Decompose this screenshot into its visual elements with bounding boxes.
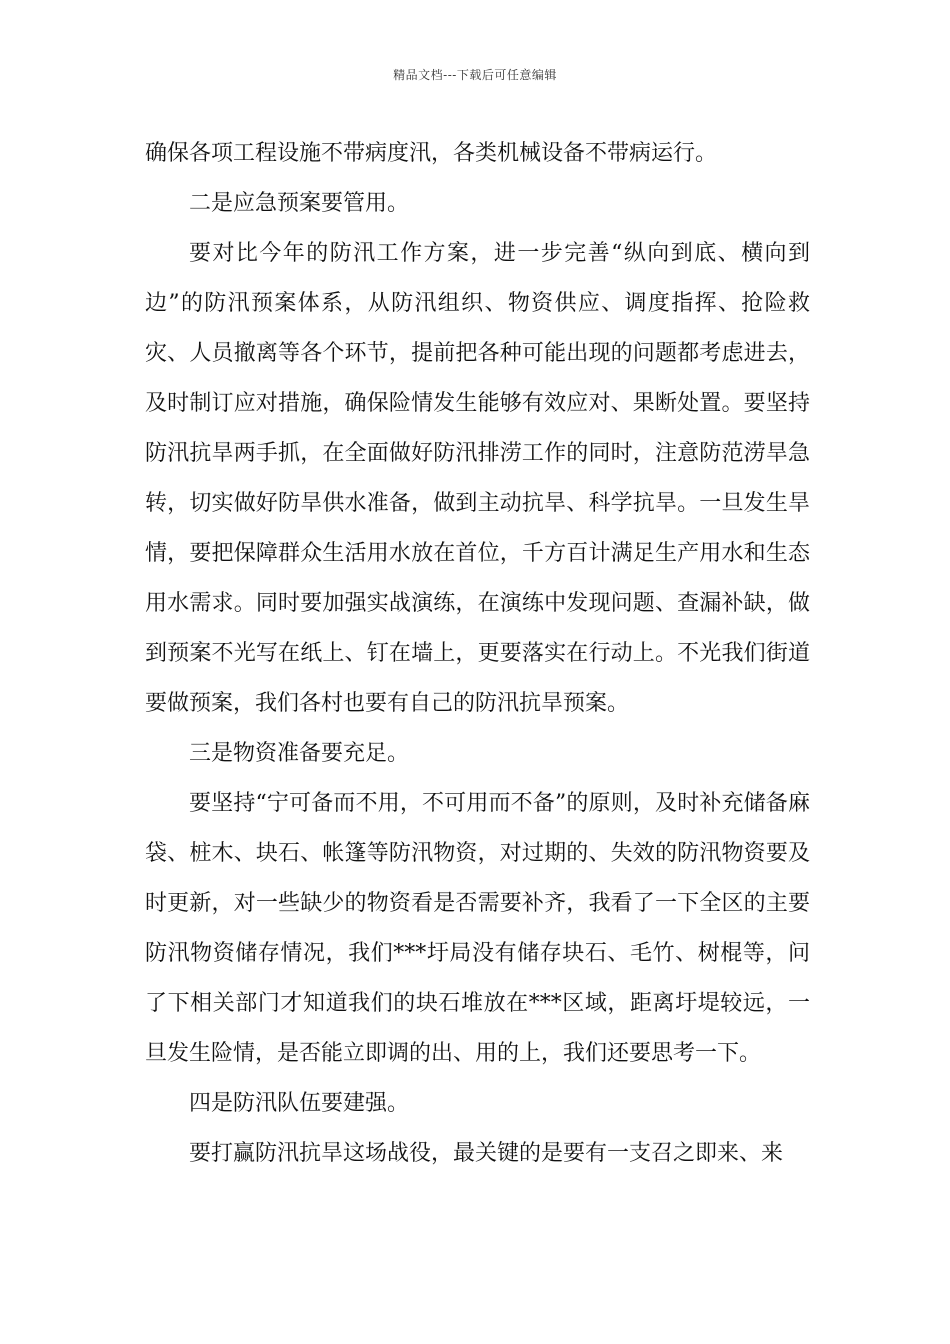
section-heading-3: 三是物资准备要充足。 [189,741,410,766]
section-heading-2: 二是应急预案要管用。 [189,191,410,216]
paragraph-materials: 要坚持“宁可备而不用，不可用而不备”的原则，及时补充储备麻袋、桩木、块石、帐篷等防汛物资，对过期的、失效的防汛物资要及时更新，对一些缺少的物资看是否需要补齐，我看了一下全区的主要防汛物资储存情况，我们***圩局没有储存块石、毛竹、树棍等，问了下相关部门才知道我们的块石堆放在***区域，距离圩堤较远，一旦发生险情，是否能立即调的出、用的上，我们还要思考一下。 [145,791,810,1066]
paragraph-emergency-plan: 要对比今年的防汛工作方案，进一步完善“纵向到底、横向到边”的防汛预案体系，从防汛组织、物资供应、调度指挥、抢险救灾、人员撤离等各个环节，提前把各种可能出现的问题都考虑进去，及时制订应对措施，确保险情发生能够有效应对、果断处置。要坚持防汛抗旱两手抓，在全面做好防汛排涝工作的同时，注意防范涝旱急转，切实做好防旱供水准备，做到主动抗旱、科学抗旱。一旦发生旱情，要把保障群众生活用水放在首位，千方百计满足生产用水和生态用水需求。同时要加强实战演练，在演练中发现问题、查漏补缺，做到预案不光写在纸上、钉在墙上，更要落实在行动上。不光我们街道要做预案，我们各村也要有自己的防汛抗旱预案。 [145,241,810,716]
section-heading-4: 四是防汛队伍要建强。 [189,1091,410,1116]
page-header: 精品文档---下载后可任意编辑 [393,68,557,82]
paragraph-continued: 确保各项工程设施不带病度汛，各类机械设备不带病运行。 [145,141,718,166]
paragraph-team: 要打赢防汛抗旱这场战役，最关键的是要有一支召之即来、来 [189,1141,784,1166]
document-body [145,129,810,1179]
